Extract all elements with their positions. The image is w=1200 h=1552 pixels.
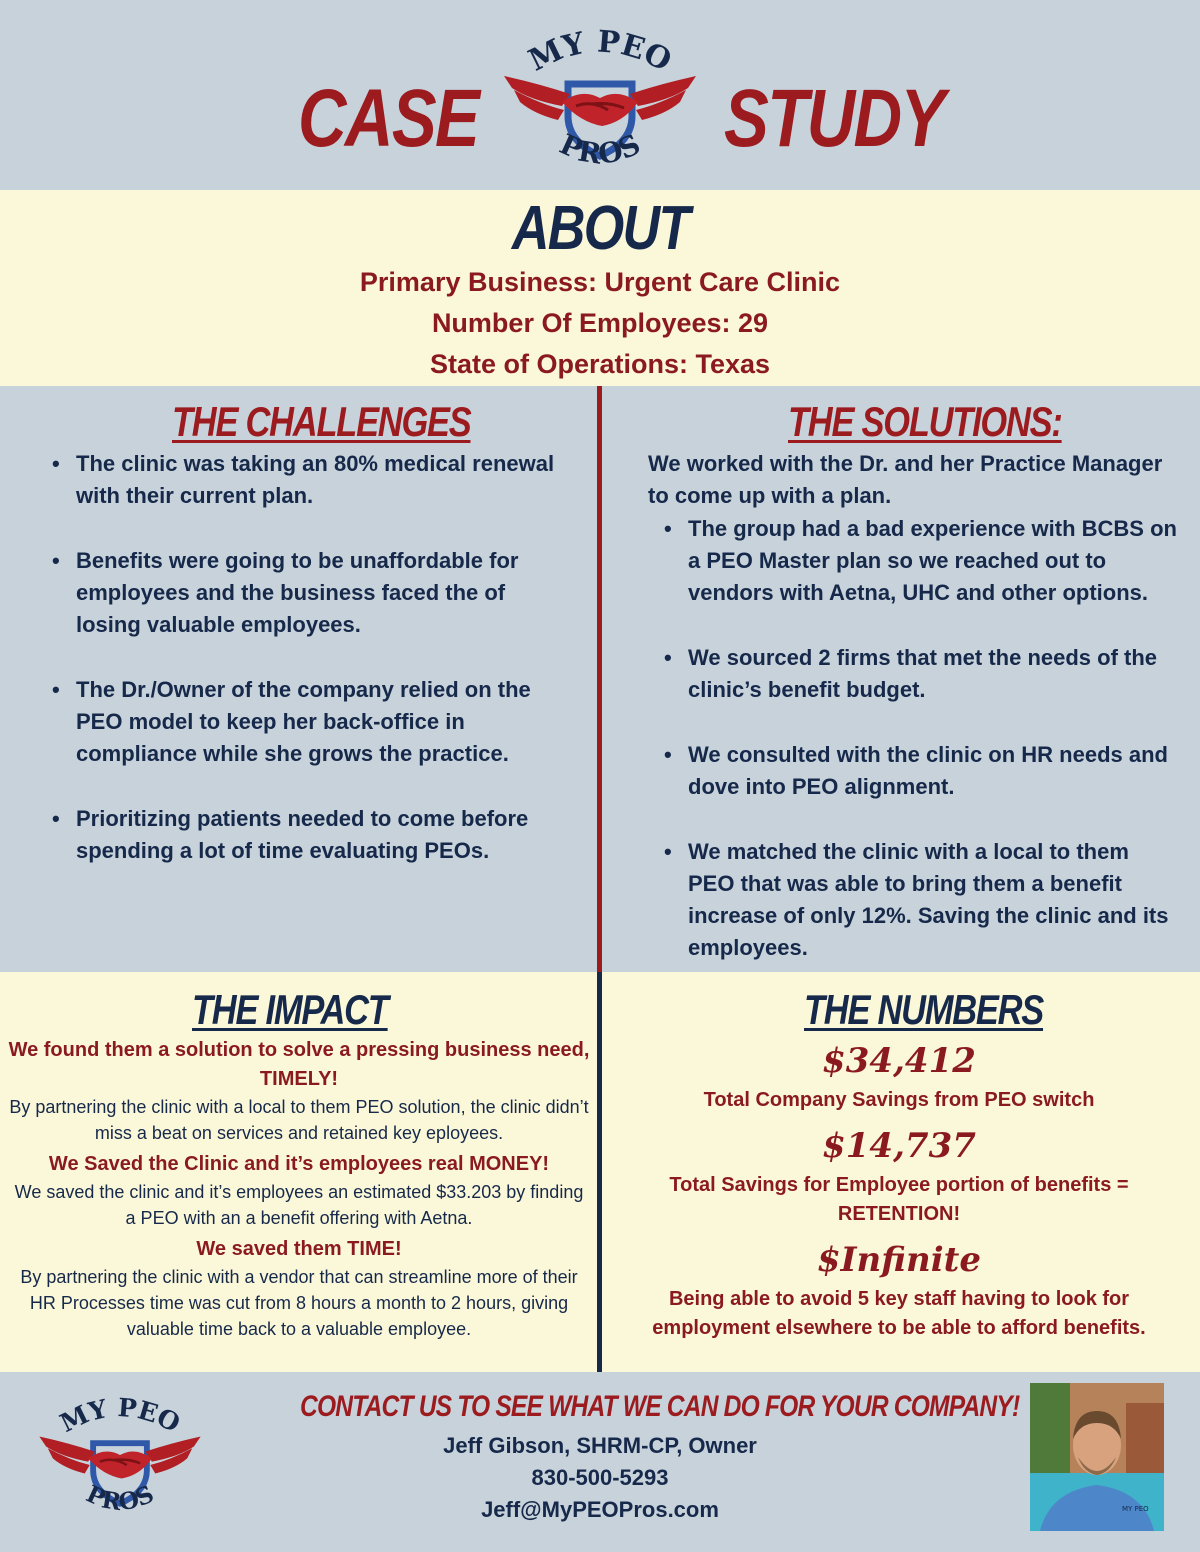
numbers-body	[604, 1036, 1194, 1343]
solutions-list	[660, 513, 1180, 997]
solutions-title: THE SOLUTIONS:	[788, 398, 1062, 445]
contact-name: Jeff Gibson, SHRM-CP, Owner	[443, 1433, 757, 1458]
my-peo-pros-logo	[500, 24, 700, 184]
contact-details	[400, 1430, 800, 1526]
svg-text:MY PEO: MY PEO	[1122, 1505, 1149, 1513]
impact-title: THE IMPACT	[192, 986, 388, 1033]
red-divider	[597, 386, 602, 972]
solution-item: • We consulted with the clinic on HR needs and dove into PEO alignment.	[660, 739, 1180, 803]
impact-heading: We Saved the Clinic and it’s employees real MONEY!	[48, 1153, 550, 1175]
challenges-list	[48, 448, 568, 900]
employee-savings-value: $14,737	[822, 1126, 976, 1166]
svg-text:PROS: PROS	[554, 127, 646, 171]
navy-divider	[597, 972, 602, 1372]
solution-item: • The group had a bad experience with BCBS on a PEO Master plan so we reached out to vendors with Aetna, UHC and other options.	[660, 513, 1180, 609]
solution-item: • We matched the clinic with a local to them PEO that was able to bring them a benefit increase of only 12%. Saving the clinic and its employees.	[660, 836, 1180, 964]
employee-savings-label: Total Savings for Employee portion of benefits = RETENTION!	[669, 1174, 1129, 1225]
infinite-label: Being able to avoid 5 key staff having to look for employment elsewhere to be able to afford benefits.	[652, 1288, 1146, 1339]
challenges-title: THE CHALLENGES	[172, 398, 471, 445]
challenge-item: • The clinic was taking an 80% medical renewal with their current plan.	[48, 448, 568, 512]
contact-email[interactable]: Jeff@MyPEOPros.com	[481, 1497, 719, 1522]
impact-text: By partnering the clinic with a local to them PEO solution, the clinic didn’t miss a beat on services and retained key eployees.	[9, 1097, 589, 1143]
numbers-title: THE NUMBERS	[804, 986, 1044, 1033]
svg-text:MY PEO: MY PEO	[55, 1392, 186, 1439]
footer-logo	[36, 1392, 204, 1528]
study-heading: STUDY	[724, 73, 944, 164]
challenge-item: • The Dr./Owner of the company relied on the PEO model to keep her back-office in compliance while she grows the practice.	[48, 674, 568, 770]
impact-body	[8, 1036, 590, 1342]
infinite-value: $Infinite	[817, 1240, 981, 1280]
about-primary-business: Primary Business: Urgent Care Clinic	[359, 267, 841, 297]
owner-photo	[1030, 1383, 1164, 1531]
impact-heading: We saved them TIME!	[196, 1238, 402, 1260]
challenge-item: • Benefits were going to be unaffordable for employees and the business faced the of losing valuable employees.	[48, 545, 568, 641]
svg-text:PROS: PROS	[81, 1479, 159, 1517]
about-state: State of Operations: Texas	[429, 349, 771, 379]
about-title: ABOUT	[511, 194, 689, 263]
contact-heading: CONTACT US TO SEE WHAT WE CAN DO FOR YOUR COMPANY!	[300, 1390, 1020, 1423]
solution-item: • We sourced 2 firms that met the needs of the clinic’s benefit budget.	[660, 642, 1180, 706]
impact-heading: We found them a solution to solve a pressing business need, TIMELY!	[8, 1039, 590, 1090]
company-savings-value: $34,412	[822, 1041, 976, 1081]
about-section	[0, 190, 1200, 386]
svg-text:MY PEO: MY PEO	[523, 24, 678, 79]
case-heading: CASE	[298, 73, 479, 164]
impact-text: We saved the clinic and it’s employees an estimated $33.203 by finding a PEO with an a benefit offering with Aetna.	[14, 1182, 584, 1228]
solutions-intro: We worked with the Dr. and her Practice Manager to come up with a plan.	[648, 451, 1163, 508]
impact-text: By partnering the clinic with a vendor that can streamline more of their HR Processes time was cut from 8 hours a month to 2 hours, giving valuable time back to a valuable employee.	[20, 1267, 578, 1339]
company-savings-label: Total Company Savings from PEO switch	[703, 1089, 1095, 1111]
contact-phone[interactable]: 830-500-5293	[531, 1465, 669, 1490]
about-employee-count: Number Of Employees: 29	[431, 308, 769, 338]
challenge-item: • Prioritizing patients needed to come before spending a lot of time evaluating PEOs.	[48, 803, 568, 867]
